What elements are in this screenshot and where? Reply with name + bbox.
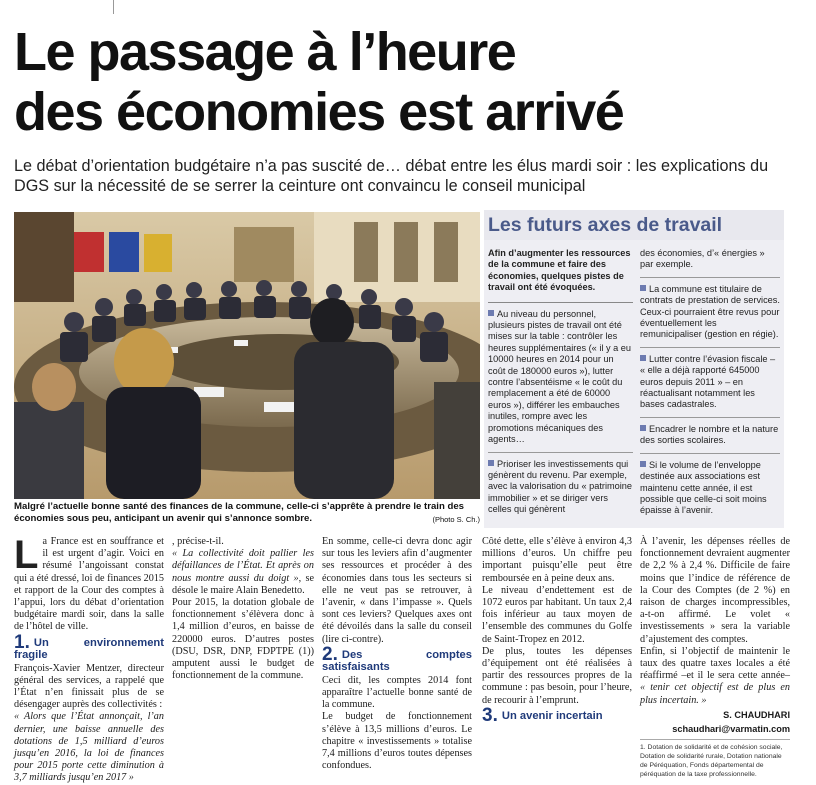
bullet-square-icon: [640, 285, 646, 291]
subheading-3: 3. Un avenir incertain: [482, 704, 603, 726]
top-divider: [113, 0, 114, 14]
headline-line-1: Le passage à l’heure: [14, 22, 516, 82]
sidebar-title: Les futurs axes de travail: [484, 210, 784, 240]
article-photo: [14, 212, 480, 499]
article-paragraph: Ceci dit, les comptes 2014 font apparaître l’actuelle bonne santé de la commune.: [322, 674, 472, 711]
headline-line-2: des économies est arrivé: [14, 82, 624, 142]
article-paragraph: « La collectivité doit pallier les défaillances de l’État. Et après on nous montre aussi du doigt », se désole le maire Alain Benedetto.: [172, 548, 314, 596]
article-column-1: [14, 533, 164, 785]
sidebar-bullet: Si le volume de l’enveloppe destinée aux associations est maintenu cette année, il est possible que celle-ci soit moins épaisse à l’avenir.: [640, 459, 767, 516]
article-paragraph: François-Xavier Mentzer, directeur général des services, a rappelé que l’État n’en finissait plus de se désengager auprès des collectivités :: [14, 662, 164, 711]
author-name: S. CHAUDHARI: [723, 709, 790, 720]
subheading-2: 2. Des comptes satisfaisants: [322, 643, 472, 673]
article-paragraph: Pour 2015, la dotation globale de fonctionnement s’élèvera donc à 1,4 million d’euros, en baisse de 220000 euros. D’autres postes (DSU, DSR, DNP, FDPTPE (1)) amputent aussi le budget de fonctionnement de la commune.: [172, 597, 314, 682]
bullet-square-icon: [640, 425, 646, 431]
bullet-square-icon: [640, 355, 646, 361]
bullet-square-icon: [488, 460, 494, 466]
article-paragraph: La France est en souffrance et il est urgent d’agir. Voici en résumé l’angoissant constat qui a été dressé, loi de finances 2015 et rapport de la Cour des comptes à l’appui, lors du débat d’orientation budgétaire mardi soir, dans la salle de l’hôtel de ville.: [14, 533, 164, 633]
article-column-5: [640, 536, 790, 779]
article-paragraph: , précise-t-il.: [172, 536, 224, 547]
sidebar-bullet: Encadrer le nombre et la nature des sorties scolaires.: [640, 424, 780, 454]
standfirst: Le débat d’orientation budgétaire n’a pas suscité de… débat entre les élus mardi soir : les explications du DGS sur la nécessité de se serrer la ceinture ont convaincu le conseil municipal: [14, 157, 769, 195]
bullet-square-icon: [488, 310, 494, 316]
photo-credit: (Photo S. Ch.): [432, 515, 480, 524]
article-paragraph: Le budget de fonctionnement s’élève à 13,5 millions d’euros. Le chapitre « investissements » totalise 7,4 millions d’euros toutes dépenses confondues.: [322, 711, 472, 772]
article-column-2: [172, 536, 314, 682]
article-paragraph: De plus, toutes les dépenses d’équipement ont été réalisées à partir des ressources propres de la commune : pas besoin, pour l’heure, de recourir à l’emprunt.: [482, 645, 632, 706]
sidebar-bullet: Au niveau du personnel, plusieurs pistes de travail ont été mises sur la table : contrôler les heures supplémentaires (« il y a eu 10000 heures en 2014 pour un coût de 180000 euros »), lutter contre l’absentéisme « le coût du remplacement a été de 60000 euros »), différer les embauches inutiles, rompre avec les promotions mécaniques des agents…: [488, 309, 633, 453]
headline: [14, 22, 804, 142]
sidebar-bullet: Prioriser les investissements qui génèrent du revenu. Par exemple, avec la valorisation du « patrimoine immobilier » et se diriger vers celles qui génèrent: [488, 458, 633, 515]
article-quote: « Alors que l’État annonçait, l’an dernier, une baisse annuelle des dotations de 1,5 milliard d’euros jusqu’en 2016, la loi de finances pour 2015 porte cette diminution à 3,7 milliards jusqu’en 2017 »: [14, 711, 164, 784]
drop-cap: L: [14, 533, 39, 577]
sidebar-bullet: Lutter contre l’évasion fiscale – « elle a déjà rapporté 645000 euros depuis 2011 » – en réactualisant notamment les bases cadastrales.: [640, 354, 780, 418]
article-paragraph: Le niveau d’endettement est de 1072 euros par habitant. Un taux 2,4 fois inférieur au taux moyen de l’ensemble des communes du Golfe de Saint-Tropez en 2012.: [482, 584, 632, 645]
article-column-3: [322, 536, 472, 772]
article-paragraph: Enfin, si l’objectif de maintenir le taux des quatre taxes locales a été réaffirmé –et il le sera cette année– « tenir cet objectif est de plus en plus incertain. »: [640, 645, 790, 706]
photo-caption: [14, 501, 480, 526]
author-email[interactable]: schaudhari@varmatin.com: [672, 723, 790, 734]
article-column-4: [482, 536, 632, 724]
sidebar-bullet: La commune est titulaire de contrats de prestation de services. Ceux-ci pourraient être revus pour éventuellement les remunicipaliser (gestion en régie).: [640, 284, 780, 348]
sidebar-box: [484, 210, 784, 528]
subheading-1: 1. Un environnement fragile: [14, 631, 164, 661]
sidebar-intro: Afin d’augmenter les ressources de la commune et faire des économies, quelques pistes de travail ont été évoquées.: [488, 248, 633, 303]
article-paragraph: À l’avenir, les dépenses réelles de fonctionnement devraient augmenter de 2,2 % à 2,4 %. Difficile de faire moins que l’indice de référence de la Cour des Comptes (de 2 %) en raison de charges incompressibles, a-t-on affirmé. Le volet « investissements » sera la variable d’ajustement des comptes.: [640, 536, 790, 645]
sidebar-bullet-continued: des économies, d’« énergies » par exemple.: [640, 248, 780, 278]
article-paragraph: Côté dette, elle s’élève à environ 4,3 millions d’euros. Un chiffre peu important puisqu’elle peut être remboursée en à peine deux ans.: [482, 536, 632, 584]
sidebar-column-1: [488, 248, 633, 524]
article-paragraph: En somme, celle-ci devra donc agir sur tous les leviers afin d’augmenter ses ressources et procéder à des économies dans tous les secteurs si elle ne veut pas se retrouver, à l’avenir, « dans l’impasse ». Quels sont ces leviers? Quelques axes ont été dévoilés dans la salle du conseil (lire ci-contre).: [322, 536, 472, 645]
caption-text: Malgré l’actuelle bonne santé des finances de la commune, celle-ci s’apprête à prendre le train des économies sous peu, anticipant un avenir qui s’annonce sombre.: [14, 501, 464, 524]
bullet-square-icon: [640, 461, 646, 467]
sidebar-column-2: [640, 248, 780, 529]
footnote: 1. Dotation de solidarité et de cohésion sociale, Dotation de solidarité rurale, Dotation nationale de Péréquation, Fonds départemental de péréquation de la taxe professionnelle.: [640, 739, 790, 779]
